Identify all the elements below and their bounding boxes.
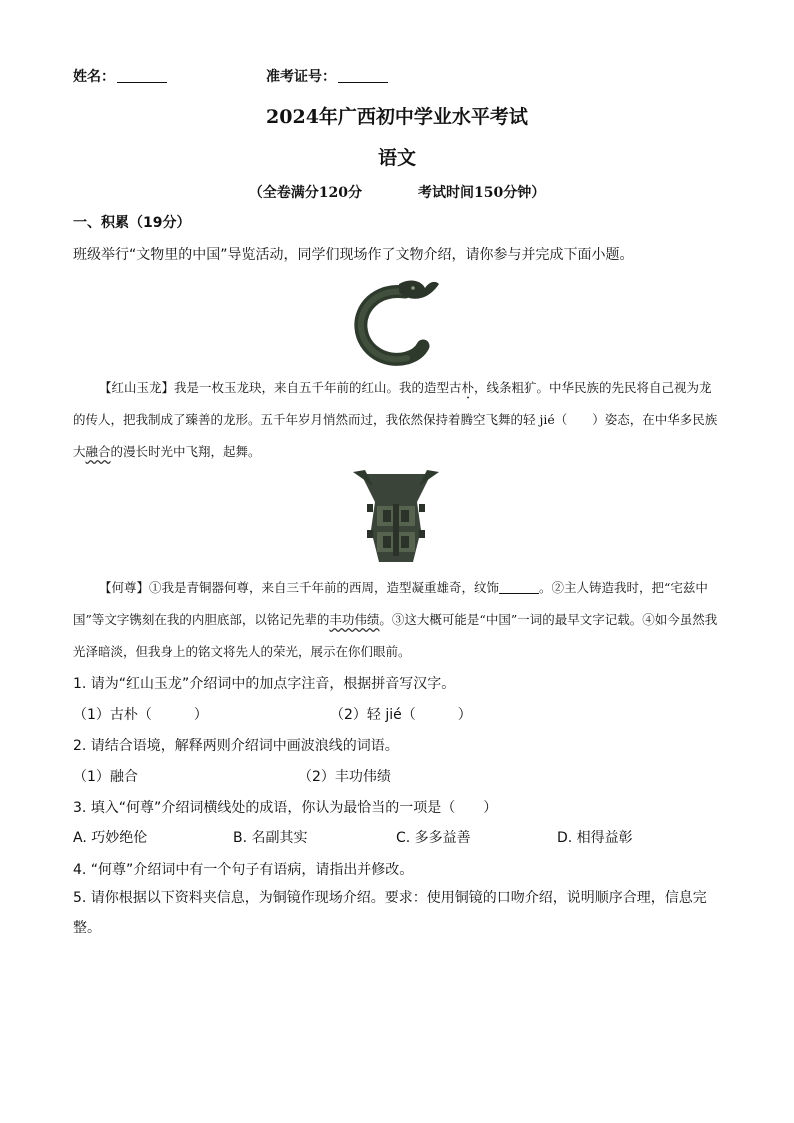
ticket-field [266,66,388,86]
subject-title: 语文 [377,147,416,169]
name-field [73,66,167,86]
question-1: 1. 请为“红山玉龙”介绍词中的加点字注音，根据拼音写汉字。 [73,676,456,692]
q2-part1: （1）融合 [73,769,138,785]
jade-dragon-intro: 【红山玉龙】我是一枚玉龙玦，来自五千年前的红山。我的造型古朴，线条粗犷。中华民族的先民将自己视为龙的传人，把我制成了臻善的龙形。五千年岁月悄然而过，我依然保持着腾空飞舞的轻 jié（ ）姿态，在中华多民族大融合的漫长时光中飞翔，起舞。 [73,380,718,459]
section-heading: 一、积累（19分） [73,215,191,231]
option-b[interactable]: B. 名副其实 [233,830,308,846]
time-info: 考试时间150分钟） [418,185,546,201]
question-5: 5. 请你根据以下资料夹信息，为铜镜作现场介绍。要求：使用铜镜的口吻介绍，说明顺序合理，信息完整。 [73,890,707,936]
dotted-char: 朴 [461,380,475,395]
question-3: 3. 填入“何尊”介绍词横线处的成语，你认为最恰当的一项是（ ） [73,800,498,816]
name-label: 姓名： [73,69,115,85]
question-4: 4. “何尊”介绍词中有一个句子有语病，请指出并修改。 [73,862,414,878]
ticket-label: 准考证号： [266,69,336,85]
score-info: （全卷满分120分 [248,185,362,201]
jade-dragon-tag: 【红山玉龙】 [99,380,175,395]
q1-part1[interactable]: （1）古朴（ ） [73,707,208,723]
wavy-word-ronghe: 融合 [85,444,111,459]
jade-dragon-icon [343,272,449,368]
hezun-intro: 【何尊】①我是青铜器何尊，来自三千年前的西周，造型凝重雄奇，纹饰 。②主人铸造我时，把“宅兹中国”等文字镌刻在我的内胆底部，以铭记先辈的丰功伟绩。③这大概可能是“中国”一词的最早文字记载。④如今虽然我光泽暗淡，但我身上的铭文将先人的荣光，展示在你们眼前。 [73,580,718,659]
option-d[interactable]: D. 相得益彰 [557,830,633,846]
name-blank[interactable] [117,68,167,83]
exam-info [0,182,794,202]
intro-text: 班级举行“文物里的中国”导览活动，同学们现场作了文物介绍，请你参与并完成下面小题。 [73,247,634,263]
question-2: 2. 请结合语境，解释两则介绍词中画波浪线的词语。 [73,738,399,754]
q1-part2[interactable]: （2）轻 jié（ ） [330,707,472,723]
fill-blank[interactable] [499,581,539,594]
option-a[interactable]: A. 巧妙绝伦 [73,830,148,846]
wavy-word-fenggong: 丰功伟绩 [329,612,380,627]
exam-title: 2024年广西初中学业水平考试 [266,106,528,128]
option-c[interactable]: C. 多多益善 [396,830,471,846]
bronze-vessel-icon [343,468,449,568]
ticket-blank[interactable] [338,68,388,83]
q2-part2: （2）丰功伟绩 [298,769,391,785]
hezun-tag: 【何尊】 [99,580,150,595]
